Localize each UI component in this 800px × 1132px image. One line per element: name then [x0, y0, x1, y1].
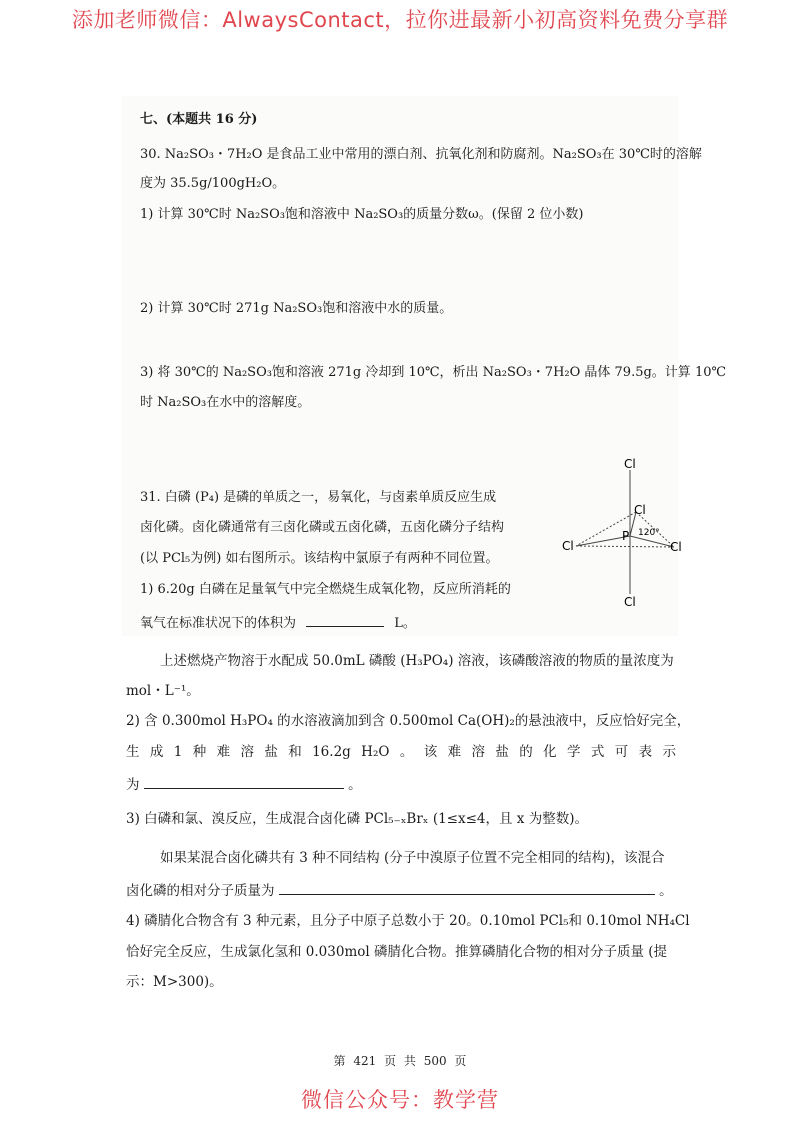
- word: 成: [149, 744, 164, 760]
- atom-cl-bottom: Cl: [624, 595, 636, 609]
- atom-p-center: P: [622, 529, 630, 543]
- q30-part3-line1: 3) 将 30℃的 Na₂SO₃饱和溶液 271g 冷却到 10℃，析出 Na₂SO₃・7H₂O 晶体 79.5g。计算 10℃: [140, 365, 727, 380]
- q31-part4-line3: 示：M>300)。: [126, 974, 223, 990]
- q31-part2-line3-text: 为: [126, 777, 140, 793]
- atom-cl-left: Cl: [562, 539, 574, 553]
- q31-part3-line3-end: 。: [659, 883, 673, 899]
- q30-line1: 30. Na₂SO₃・7H₂O 是食品工业中常用的漂白剂、抗氧化剂和防腐剂。Na₂SO₃在 30℃时的溶解: [140, 147, 702, 162]
- q31-part4-line1: 4) 磷腈化合物含有 3 种元素，且分子中原子总数小于 20。0.10mol PCl₅和 0.10mol NH₄Cl: [126, 913, 690, 929]
- word: 可: [614, 744, 629, 760]
- bond-angle-label: 120°: [638, 528, 660, 538]
- answer-blank-molecular-mass[interactable]: [279, 880, 655, 895]
- q30-part1: 1) 计算 30℃时 Na₂SO₃饱和溶液中 Na₂SO₃的质量分数ω。(保留 2 位小数): [140, 207, 584, 222]
- q31-line2: 卤化磷。卤化磷通常有三卤化磷或五卤化磷，五卤化磷分子结构: [140, 520, 505, 535]
- q31-part1-line2-text: 氧气在标准状况下的体积为: [140, 616, 297, 631]
- word: 盐: [264, 744, 278, 760]
- word: 。: [399, 744, 414, 760]
- word: 和: [288, 744, 302, 760]
- atom-cl-right: Cl: [670, 540, 682, 554]
- watermark-bottom: 微信公众号：教学营: [301, 1088, 499, 1112]
- watermark-top: 添加老师微信：AlwaysContact，拉你进最新小初高资料免费分享群: [71, 8, 729, 32]
- q30-part2: 2) 计算 30℃时 271g Na₂SO₃饱和溶液中水的质量。: [140, 301, 453, 316]
- q31-part2-line1: 2) 含 0.300mol H₃PO₄ 的水溶液滴加到含 0.500mol Ca(OH)₂的悬浊液中，反应恰好完全，: [126, 713, 691, 729]
- q31-part1-line2-unit: L。: [394, 616, 416, 631]
- word: 种: [192, 744, 207, 760]
- q31-part4-line2: 恰好完全反应，生成氯化氢和 0.030mol 磷腈化合物。推算磷腈化合物的相对分子质量 (提: [126, 944, 668, 960]
- word: 溶: [240, 744, 254, 760]
- word: 难: [216, 744, 231, 760]
- word: 难: [447, 744, 462, 760]
- q31-part3-line3-text: 卤化磷的相对分子质量为: [126, 883, 275, 899]
- word: 16.2g: [312, 744, 351, 760]
- q31-part2-line3-end: 。: [348, 777, 362, 793]
- q31-part1-line4: mol・L⁻¹。: [126, 683, 200, 699]
- section-title: 七、(本题共 16 分): [140, 112, 258, 127]
- answer-blank-salt-formula[interactable]: [144, 774, 344, 789]
- atom-cl-back: Cl: [634, 503, 646, 517]
- word: H₂O: [361, 744, 390, 760]
- q31-part2-line2: [126, 743, 676, 761]
- q31-line3: (以 PCl₅为例) 如右图所示。该结构中氯原子有两种不同位置。: [140, 551, 499, 566]
- q31-part3-line2: 如果某混合卤化磷共有 3 种不同结构 (分子中溴原子位置不完全相同的结构)，该混合: [160, 850, 665, 866]
- word: 学: [566, 744, 581, 760]
- word: 化: [543, 744, 557, 760]
- q31-part1-line1: 1) 6.20g 白磷在足量氧气中完全燃烧生成氧化物，反应所消耗的: [140, 582, 511, 597]
- q30-part3-line2: 时 Na₂SO₃在水中的溶解度。: [140, 395, 311, 410]
- word: 的: [519, 744, 533, 760]
- q31-part2-line3: [126, 774, 362, 794]
- answer-blank-oxygen-volume[interactable]: [306, 612, 384, 627]
- q31-line1: 31. 白磷 (P₄) 是磷的单质之一，易氧化，与卤素单质反应生成: [140, 490, 497, 505]
- q31-part1-line3: 上述燃烧产物溶于水配成 50.0mL 磷酸 (H₃PO₄) 溶液，该磷酸溶液的物质的量浓度为: [160, 653, 674, 669]
- word: 示: [662, 744, 676, 760]
- page-footer: 第 421 页 共 500 页: [333, 1054, 467, 1068]
- word: 式: [590, 744, 605, 760]
- word: 表: [638, 744, 653, 760]
- word: 1: [173, 744, 183, 760]
- q31-part1-line2: [140, 612, 416, 633]
- pcl5-structure-diagram: [556, 450, 696, 620]
- q31-part3-line3: [126, 880, 673, 900]
- q30-line2: 度为 35.5g/100gH₂O。: [140, 176, 286, 191]
- atom-cl-top: Cl: [624, 457, 636, 471]
- q31-part3-line1: 3) 白磷和氯、溴反应，生成混合卤化磷 PCl₅₋ₓBrₓ (1≤x≤4，且 x 为整数)。: [126, 811, 588, 827]
- word: 生: [126, 744, 140, 760]
- word: 溶: [471, 744, 485, 760]
- word: 盐: [495, 744, 509, 760]
- word: 该: [423, 744, 438, 760]
